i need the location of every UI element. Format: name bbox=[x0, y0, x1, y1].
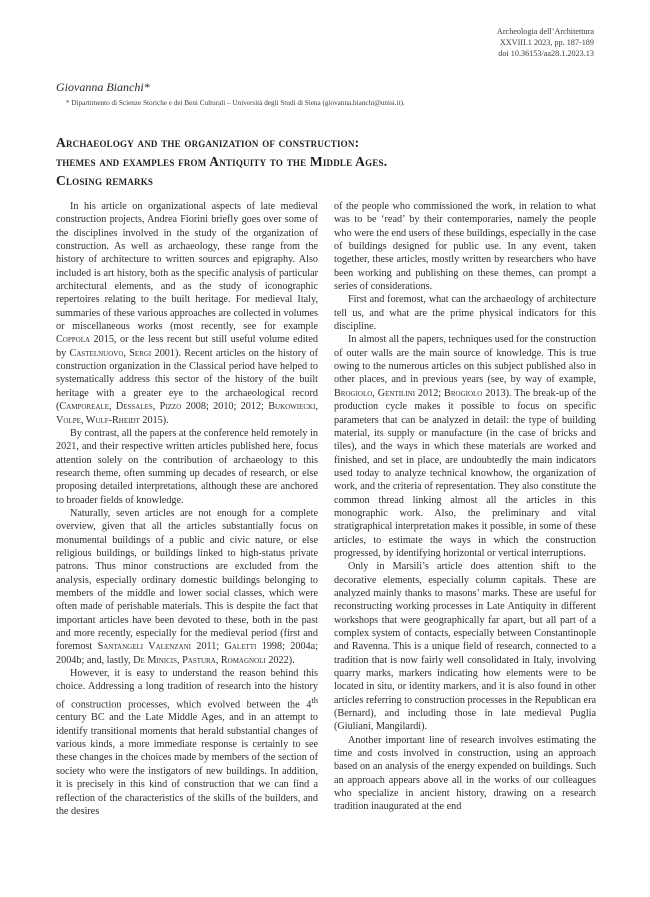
article-title bbox=[56, 133, 596, 190]
title-line-3: Closing remarks bbox=[56, 173, 154, 188]
citation: Bukowiecki, Volpe, Wulf-Rheidt bbox=[56, 401, 318, 426]
paragraph: In almost all the papers, techniques used for the construction of outer walls are the main source of knowledge. This is true owing to the numerous articles on this subject published also in other places, and in previous years (see, by way of example, Brogiolo, Gentilini 2012; Brogiolo 2013). The break-up of the production cycle makes it possible to focus on specific parameters that can be analyzed in detail: the type of building material, its supply or manufacture (in the case of bricks and tiles), and the ways in which these materials are worked and finished, and set in place, are undoubtedly the main indicators used today to analyze technical knowhow, the organization of work, and the criteria of representation. They also constitute the common thread linking almost all the articles in this monographic work. Also, the preliminary and vital stratigraphical interpretation makes it possible, in some of these articles, to estimate the ways in which the construction progressed, by identifying horizontal or vertical interruptions. bbox=[334, 334, 596, 559]
title-line-2: themes and examples from Antiquity to the Middle Ages. bbox=[56, 154, 388, 169]
paragraph: Naturally, seven articles are not enough for a complete overview, given that all the articles substantially focus on monumental buildings of a public and civic nature, or else religious buildings, or buildings linked to high-status private patrons. Thus minor constructions are excluded from the analysis, especially ordinary domestic buildings belonging to members of the middle and lower social classes, which were often made of perishable materials. This is despite the fact that important articles have been devoted to these, both in the past and more recently, especially for the medieval period (first and foremost Santangeli Valenzani 2011; Galetti 1998; 2004a; 2004b; and, lastly, De Minicis, Pastura, Romagnoli 2022). bbox=[56, 507, 318, 666]
paragraph: Only in Marsili’s article does attention shift to the decorative elements, especially column capitals. These are analyzed mainly thanks to masons’ marks. These are useful for reconstructing working processes in Late Antiquity in different workshops that were geographically far apart, but all part of a complex system of contacts, especially between Constantinople and Ravenna. This is a unique field of research, connected to a tradition that is now fairly well consolidated in Italy, involving quarry marks, markers indicating how elements were to be located in situ, or identity markers, and it is also found in other articles referring to construction processes in the Republican era (Bernard), and including those in late medieval Puglia (Giuliani, Mangilardi). bbox=[334, 561, 596, 733]
paragraph: In his article on organizational aspects of late medieval construction projects, Andrea Fiorini briefly goes over some of the disciplines involved in the study of the organization of construction. As well as archaeology, these range from the history of architecture to written sources and epigraphy. Also included is art history, both as the specific analysis of particular architectural elements, and as the study of iconographic repertoires relating to the built heritage. For medieval Italy, summaries of these various approaches are collected in volumes or miscellaneous works (most recently, see for example Coppola 2015, or the less recent but still useful volume edited by Castelnuovo, Sergi 2001). Recent articles on the history of construction organization in the Classical period have helped to systematically address this sector of the history of the built heritage with a greater eye to the archaeological record (Camporeale, Dessales, Pizzo 2008; 2010; 2012; Bukowiecki, Volpe, Wulf-Rheidt 2015). bbox=[56, 201, 319, 426]
citation: De Minicis, Pastura, Romagnoli bbox=[133, 654, 266, 666]
journal-name: Archeologia dell’Architettura bbox=[496, 27, 594, 36]
journal-doi: doi 10.36153/aa28.1.2023.13 bbox=[498, 49, 594, 58]
citation: Santangeli Valenzani bbox=[97, 641, 191, 653]
paragraph: Another important line of research involves estimating the time and costs involved in construction, using an approach based on an analysis of the energy expended on buildings. Such an approach appears above all in the works of our colleagues who specialize in ancient history, drawing on a research tradition inaugurated at the end bbox=[334, 734, 596, 813]
title-line-1: Archaeology and the organization of construction: bbox=[56, 135, 360, 150]
paragraph: However, it is easy to understand the reason behind this choice. Addressing a long tradition of research into the history of construction processes, which evolved between the 4th century BC and the Late Middle Ages, and in an attempt to identify transitional moments that herald substantial changes of various kinds, a more immediate response is certainly to see these changes in the choices made by members of the section of society who were the instigators of new buildings. In addition, it is precisely in this kind of construction that we can find a reflection of the characteristics of the skills of the builders, and the desires bbox=[56, 668, 318, 817]
paragraph: of the people who commissioned the work, in relation to what was to be ‘read’ by their contemporaries, namely the people who were the end users of these buildings, especially in the case of buildings designed for public use. In any event, taken together, these articles, mostly written by researchers who have been working and publishing on these themes, can prompt a series of considerations. bbox=[334, 201, 596, 293]
paragraph: First and foremost, what can the archaeology of architecture tell us, and what are the prime physical indicators for this discipline. bbox=[334, 294, 596, 333]
citation: Galetti bbox=[224, 641, 257, 653]
journal-volume-pages: XXVIII.1 2023, pp. 187-189 bbox=[499, 38, 594, 47]
journal-header bbox=[374, 26, 594, 59]
paragraph: By contrast, all the papers at the conference held remotely in 2021, and their respective written articles published here, focus attention solely on the contribution of archaeology to this research theme, often summing up decades of research, or else proposing detailed interpretations, although these are anchored to broader fields of knowledge. bbox=[56, 427, 318, 506]
citation: Brogiolo, Gentilini bbox=[334, 387, 416, 399]
citation: Coppola bbox=[56, 334, 91, 346]
author-name: Giovanna Bianchi* bbox=[56, 80, 150, 94]
superscript: th bbox=[311, 694, 318, 705]
right-column bbox=[334, 200, 596, 814]
author-affiliation: * Dipartimento di Scienze Storiche e dei Beni Culturali – Università degli Studi di Siena (giovanna.bianchi@unisi.it). bbox=[66, 99, 405, 107]
citation: Brogiolo bbox=[444, 387, 483, 399]
citation: Camporeale, Dessales, Pizzo bbox=[59, 401, 182, 413]
left-column bbox=[56, 200, 318, 818]
citation: Castelnuovo, Sergi bbox=[69, 347, 152, 359]
